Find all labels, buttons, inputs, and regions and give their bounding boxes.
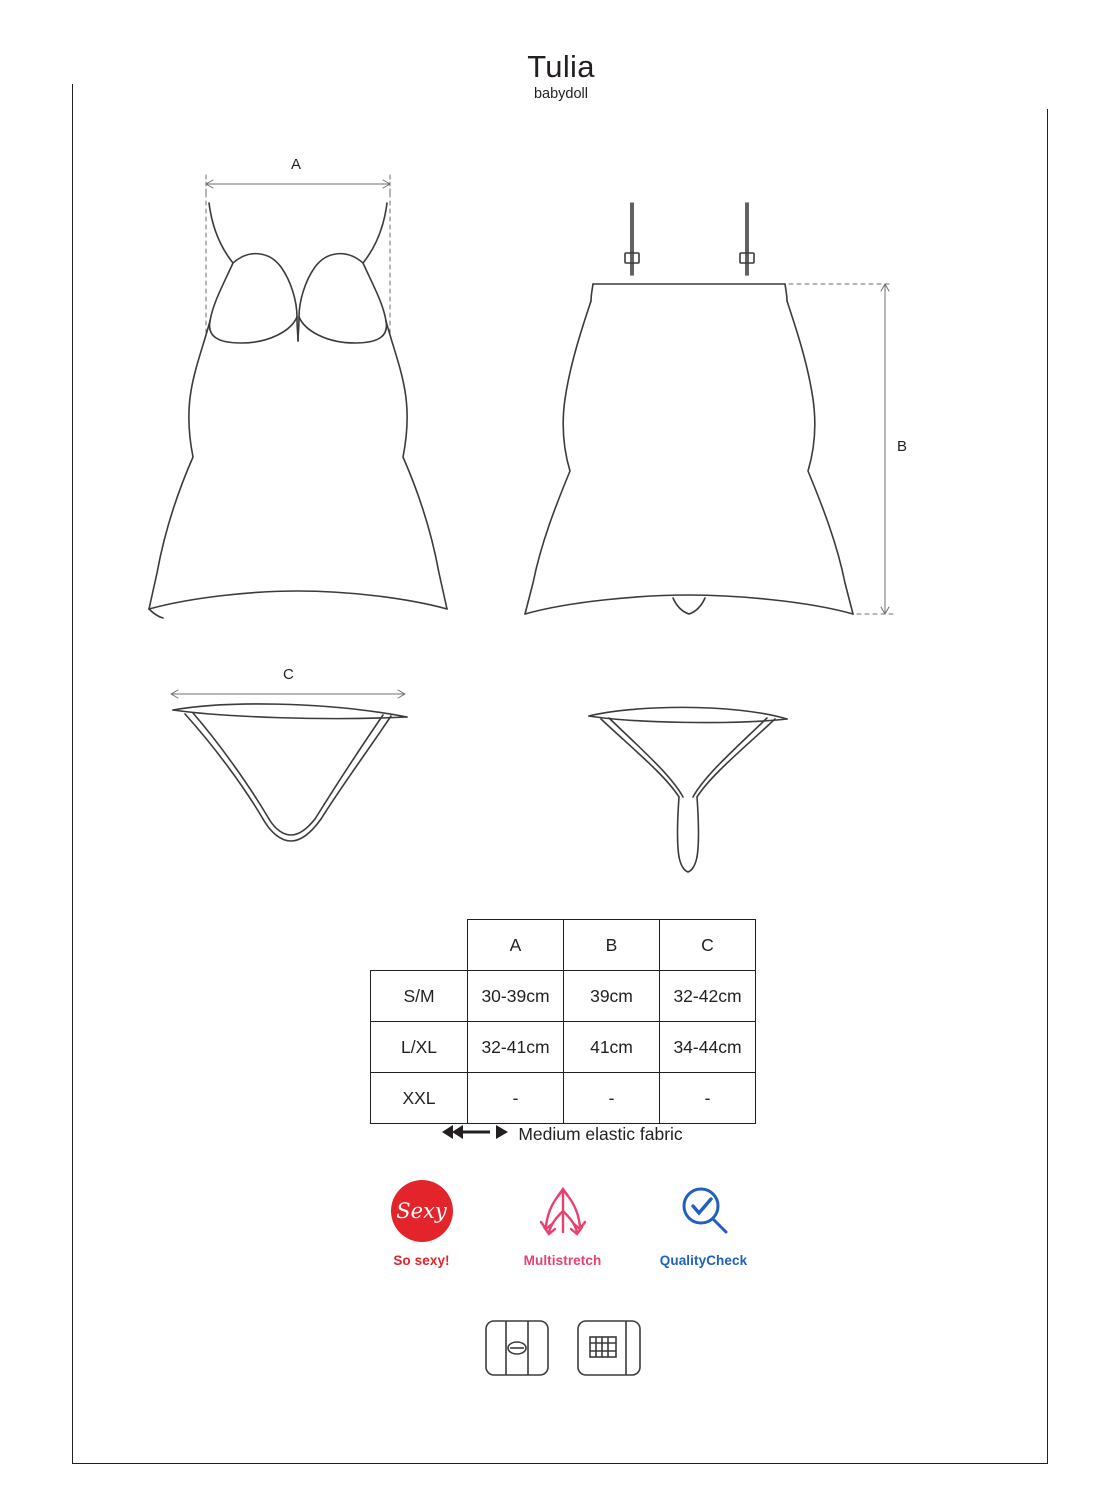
technical-drawings (73, 85, 1049, 875)
row-value-c: 32-42cm (660, 971, 756, 1022)
dimension-label-a: A (291, 156, 302, 173)
care-instruction-icons (370, 1315, 755, 1386)
row-value-a: - (468, 1073, 564, 1124)
badge-label-quality-check: QualityCheck (659, 1253, 748, 1268)
dimension-label-c: C (283, 666, 294, 683)
hand-wash-care-icon (480, 1315, 554, 1386)
badge-label-multistretch: Multistretch (523, 1253, 602, 1268)
column-header-b: B (564, 920, 660, 971)
spec-sheet (72, 49, 1048, 1464)
row-value-a: 30-39cm (468, 971, 564, 1022)
feature-badges (370, 1175, 755, 1268)
badge-quality-check (652, 1175, 755, 1268)
multistretch-icon (511, 1175, 614, 1247)
column-header-a: A (468, 920, 564, 971)
row-size-label: XXL (371, 1073, 468, 1124)
elastic-fabric-label: Medium elastic fabric (518, 1124, 683, 1144)
back-thong-drawing (73, 85, 1049, 875)
table-row (371, 1073, 756, 1124)
badge-multistretch (511, 1175, 614, 1268)
row-value-b: 41cm (564, 1022, 660, 1073)
row-value-a: 32-41cm (468, 1022, 564, 1073)
size-table (370, 919, 756, 1124)
elastic-fabric-note (370, 1123, 755, 1146)
row-value-b: - (564, 1073, 660, 1124)
do-not-bleach-care-icon (572, 1315, 646, 1386)
table-row (371, 971, 756, 1022)
sexy-circle-word: Sexy (396, 1199, 447, 1223)
size-table-wrapper (370, 919, 755, 1124)
table-row (371, 1022, 756, 1073)
row-value-c: 34-44cm (660, 1022, 756, 1073)
row-size-label: L/XL (371, 1022, 468, 1073)
sexy-circle-icon (370, 1175, 473, 1247)
table-header-row (371, 920, 756, 971)
table-corner-cell (371, 920, 468, 971)
dimension-label-b: B (897, 438, 908, 455)
double-arrow-horizontal-icon (442, 1123, 508, 1146)
column-header-c: C (660, 920, 756, 971)
row-value-b: 39cm (564, 971, 660, 1022)
badge-label-so-sexy: So sexy! (393, 1253, 450, 1268)
row-size-label: S/M (371, 971, 468, 1022)
page-title: Tulia (527, 49, 595, 84)
page-subtitle: babydoll (533, 86, 588, 102)
badge-so-sexy (370, 1175, 473, 1268)
quality-check-magnifier-icon (652, 1175, 755, 1247)
row-value-c: - (660, 1073, 756, 1124)
